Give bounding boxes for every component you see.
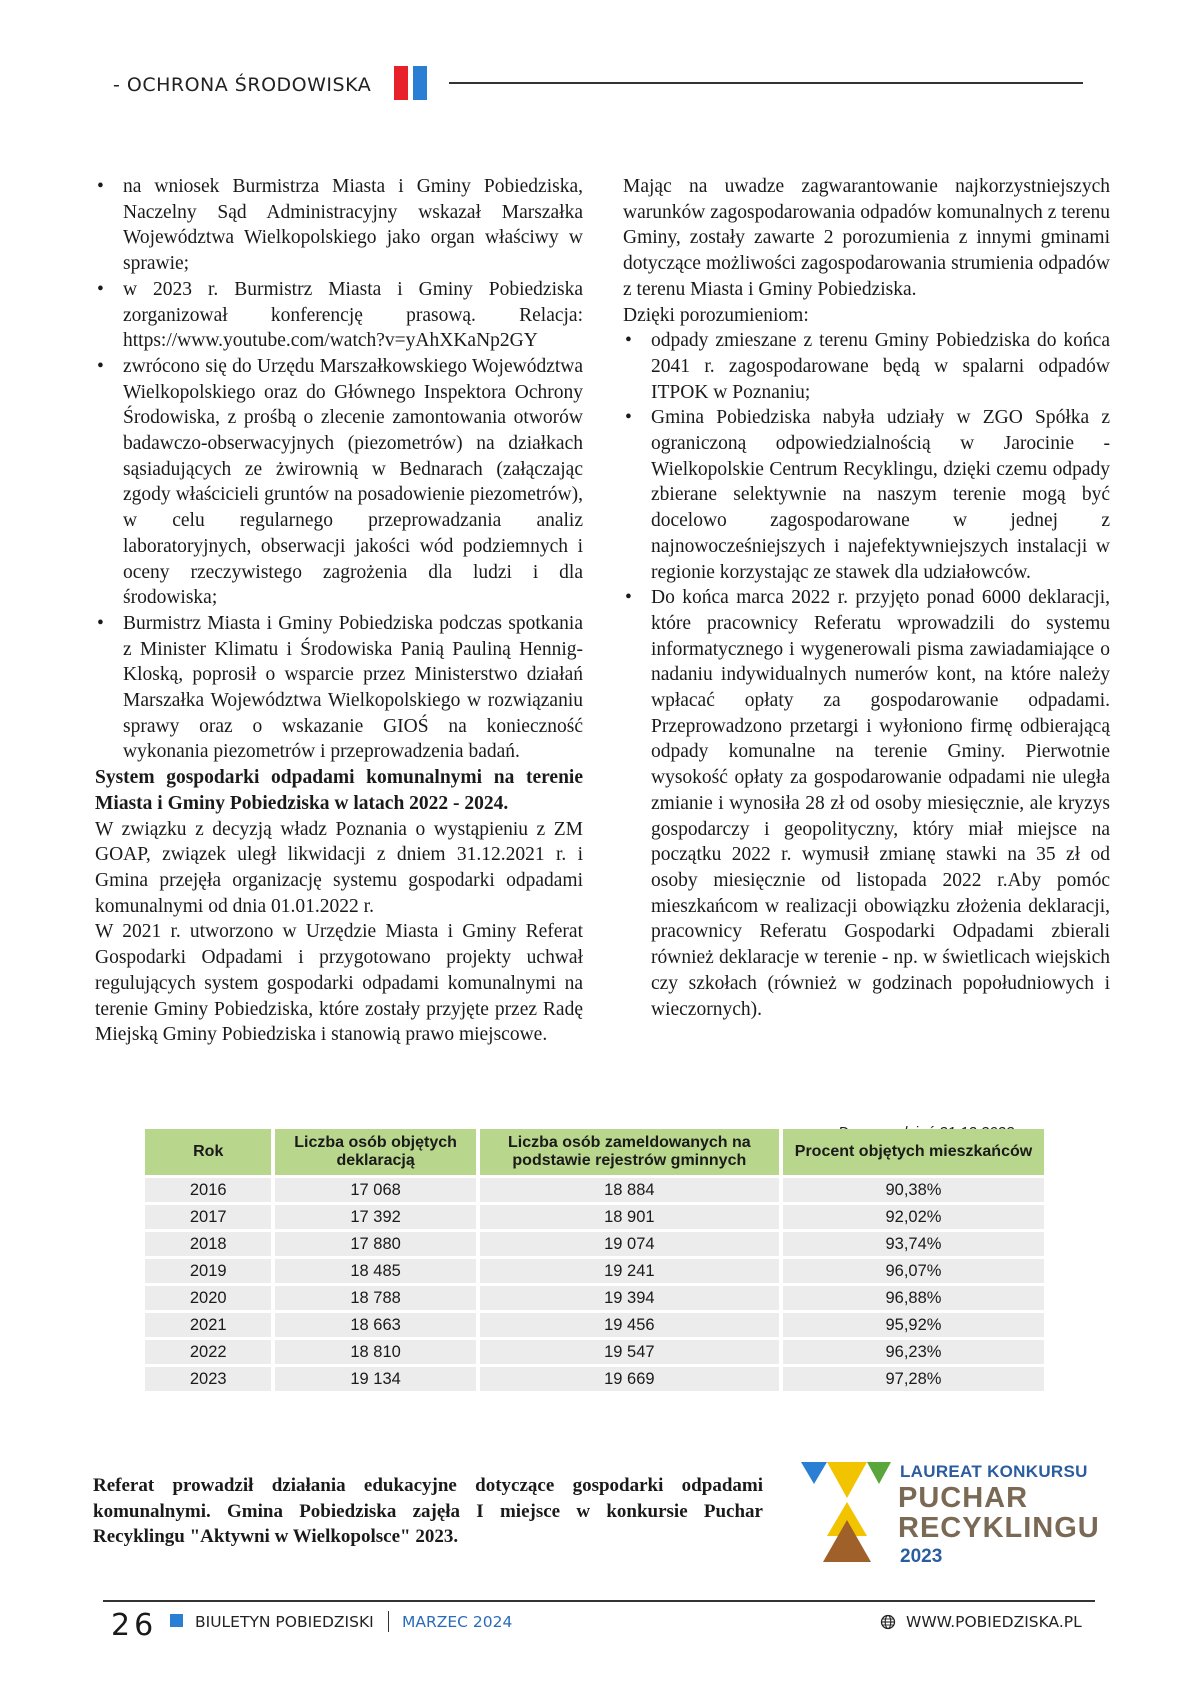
table-header-row xyxy=(145,1129,1044,1175)
table-row xyxy=(145,1259,1044,1283)
cell-registered: 18 901 xyxy=(480,1205,779,1229)
cell-registered: 19 547 xyxy=(480,1340,779,1364)
flag-red-bar xyxy=(394,66,408,100)
cell-declared: 19 134 xyxy=(275,1367,475,1391)
cell-year: 2019 xyxy=(145,1259,271,1283)
cell-year: 2017 xyxy=(145,1205,271,1229)
badge-line2: PUCHAR xyxy=(898,1482,1029,1514)
page-number: 26 xyxy=(111,1608,158,1643)
cell-year: 2016 xyxy=(145,1178,271,1202)
globe-icon xyxy=(880,1614,896,1630)
cell-declared: 18 663 xyxy=(275,1313,475,1337)
footer-square-decoration xyxy=(170,1614,183,1627)
paragraph: Mając na uwadze zagwarantowanie najkorzystniejszych warunków zagospodarowania odpadów komunalnych z terenu Gminy, zostały zawarte 2 porozumienia z innymi gminami dotyczące możliwości zagospodarowania strumienia odpadów z terenu Miasta i Gminy Pobiedziska. xyxy=(623,176,1110,300)
page-header xyxy=(113,66,1083,106)
left-bullet-list xyxy=(95,174,583,765)
cell-declared: 17 880 xyxy=(275,1232,475,1256)
badge-line1: LAUREAT KONKURSU xyxy=(900,1462,1088,1481)
footer-separator xyxy=(388,1611,389,1632)
cell-year: 2021 xyxy=(145,1313,271,1337)
flag-blue-bar xyxy=(413,66,427,100)
cell-registered: 19 241 xyxy=(480,1259,779,1283)
list-item: • Gmina Pobiedziska nabyła udziały w ZGO Spółka z ograniczoną odpowiedzialnością w Jarocinie - Wielkopolskie Centrum Recyklingu, dzięki czemu odpady zbierane selektywnie na naszym terenie mogą być docelowo zagospodarowane w jednej z najnowocześniejszych i najefektywniejszych instalacji w regionie korzystając ze stawek dla udziałowców. xyxy=(623,405,1110,585)
statistics-table xyxy=(145,1126,1052,1394)
hourglass-logo-icon xyxy=(797,1458,895,1566)
table-row xyxy=(145,1232,1044,1256)
cell-declared: 18 485 xyxy=(275,1259,475,1283)
column-header-year: Rok xyxy=(145,1129,271,1175)
footer-rule xyxy=(103,1600,1095,1602)
list-item: • zwrócono się do Urzędu Marszałkowskiego Województwa Wielkopolskiego oraz do Głównego Inspektora Ochrony Środowiska, z prośbą o zlecenie zamontowania otworów badawczo-obserwacyjnych (piezometrów) na działkach sąsiadujących ze żwirownią w Bednarach (załączając zgody właścicieli gruntów na posadowienie piezometrów), w celu regularnego przeprowadzania analiz laboratoryjnych, obserwacji jakości wód podziemnych i oceny rzeczywistego zagrożenia dla ludzi i dla środowiska; xyxy=(95,354,583,611)
cell-registered: 19 394 xyxy=(480,1286,779,1310)
badge-line3: RECYKLINGU xyxy=(898,1512,1100,1544)
left-column xyxy=(95,174,583,1048)
cell-percent: 90,38% xyxy=(783,1178,1044,1202)
list-item: • Burmistrz Miasta i Gminy Pobiedziska podczas spotkania z Minister Klimatu i Środowiska Panią Pauliną Hennig-Kloską, poprosił o wsparcie przez Ministerstwo działań Marszałka Województwa Wielkopolskiego w rozwiązaniu sprawy oraz o wskazanie GIOŚ na konieczność wykonania piezometrów i przeprowadzenia badań. xyxy=(95,611,583,765)
cell-percent: 93,74% xyxy=(783,1232,1044,1256)
column-header-registered: Liczba osób zameldowanych na podstawie rejestrów gminnych xyxy=(480,1129,779,1175)
cell-year: 2022 xyxy=(145,1340,271,1364)
list-item: • Do końca marca 2022 r. przyjęto ponad 6000 deklaracji, które pracownicy Referatu wprowadzili do systemu informatycznego i wygenerowali pisma zawiadamiające o nadaniu indywidualnych numerów kont, na które należy wpłacać opłaty za gospodarowanie odpadami. Przeprowadzono przetargi i wyłoniono firmę odbierającą odpady komunalne na terenie Gminy. Pierwotnie wysokość opłaty za gospodarowanie odpadami nie uległa zmianie i wynosiła 28 zł od osoby miesięcznie, ale kryzys gospodarczy i geopolityczny, który miał miejsce na początku 2022 r. wymusił zmianę stawki na 35 zł od osoby miesięcznie od listopada 2022 r.Aby pomóc mieszkańcom w realizacji obowiązku złożenia deklaracji, pracownicy Referatu Gospodarki Odpadami zbierali również deklaracje w terenie - np. w świetlicach wiejskich czy szkołach (również w godzinach popołudniowych i wieczornych). xyxy=(623,585,1110,1022)
right-column xyxy=(623,174,1110,1022)
cell-registered: 19 456 xyxy=(480,1313,779,1337)
column-header-declared: Liczba osób objętych deklaracją xyxy=(275,1129,475,1175)
cell-year: 2023 xyxy=(145,1367,271,1391)
section-heading: System gospodarki odpadami komunalnymi na terenie Miasta i Gminy Pobiedziska w latach 2022 - 2024. xyxy=(95,767,583,814)
header-rule xyxy=(449,82,1083,84)
cell-year: 2018 xyxy=(145,1232,271,1256)
list-item: • na wniosek Burmistrza Miasta i Gminy Pobiedziska, Naczelny Sąd Administracyjny wskazał Marszałka Województwa Wielkopolskiego jako organ właściwy w sprawie; xyxy=(95,174,583,277)
paragraph: W 2021 r. utworzono w Urzędzie Miasta i Gminy Referat Gospodarki Odpadami i przygotowano projekty uchwał regulujących system gospodarki odpadami komunalnymi na terenie Gminy Pobiedziska, które zostały przyjęte przez Radę Miejską Gminy Pobiedziska i stanowią prawo miejscowe. xyxy=(95,921,583,1046)
table-row xyxy=(145,1367,1044,1391)
table-row xyxy=(145,1340,1044,1364)
cell-registered: 18 884 xyxy=(480,1178,779,1202)
table-row xyxy=(145,1286,1044,1310)
education-note: Referat prowadził działania edukacyjne dotyczące gospodarki odpadami komunalnymi. Gmina Pobiedziska zajęła I miejsce w konkursie Puchar Recyklingu "Aktywni w Wielkopolsce" 2023. xyxy=(93,1475,763,1547)
recycling-cup-badge xyxy=(797,1458,1100,1568)
cell-percent: 96,88% xyxy=(783,1286,1044,1310)
publication-date: MARZEC 2024 xyxy=(402,1613,513,1631)
header-flag-decoration xyxy=(394,66,432,100)
data-table xyxy=(141,1126,1048,1394)
cell-year: 2020 xyxy=(145,1286,271,1310)
table-row xyxy=(145,1178,1044,1202)
website-link[interactable]: WWW.POBIEDZISKA.PL xyxy=(906,1613,1082,1631)
cell-percent: 95,92% xyxy=(783,1313,1044,1337)
section-title: - OCHRONA ŚRODOWISKA xyxy=(113,74,372,96)
column-header-percent: Procent objętych mieszkańców xyxy=(783,1129,1044,1175)
list-item: • odpady zmieszane z terenu Gminy Pobiedziska do końca 2041 r. zagospodarowane będą w spalarni odpadów ITPOK w Poznaniu; xyxy=(623,328,1110,405)
table-row xyxy=(145,1313,1044,1337)
badge-line4: 2023 xyxy=(900,1546,943,1567)
list-item: • w 2023 r. Burmistrz Miasta i Gminy Pobiedziska zorganizował konferencję prasową. Relacja: https://www.youtube.com/watch?v=yAhXKaNp2GY xyxy=(95,277,583,354)
paragraph: Dzięki porozumieniom: xyxy=(623,304,809,326)
cell-percent: 92,02% xyxy=(783,1205,1044,1229)
cell-declared: 18 788 xyxy=(275,1286,475,1310)
cell-registered: 19 074 xyxy=(480,1232,779,1256)
cell-percent: 97,28% xyxy=(783,1367,1044,1391)
right-bullet-list xyxy=(623,328,1110,1022)
cell-declared: 17 392 xyxy=(275,1205,475,1229)
cell-declared: 17 068 xyxy=(275,1178,475,1202)
cell-registered: 19 669 xyxy=(480,1367,779,1391)
cell-percent: 96,23% xyxy=(783,1340,1044,1364)
cell-declared: 18 810 xyxy=(275,1340,475,1364)
paragraph: W związku z decyzją władz Poznania o wystąpieniu z ZM GOAP, związek uległ likwidacji z dniem 31.12.2021 r. i Gmina przejęła organizację systemu gospodarki odpadami komunalnymi od dnia 01.01.2022 r. xyxy=(95,818,583,917)
publication-name: BIULETYN POBIEDZISKI xyxy=(195,1613,374,1631)
table-row xyxy=(145,1205,1044,1229)
cell-percent: 96,07% xyxy=(783,1259,1044,1283)
